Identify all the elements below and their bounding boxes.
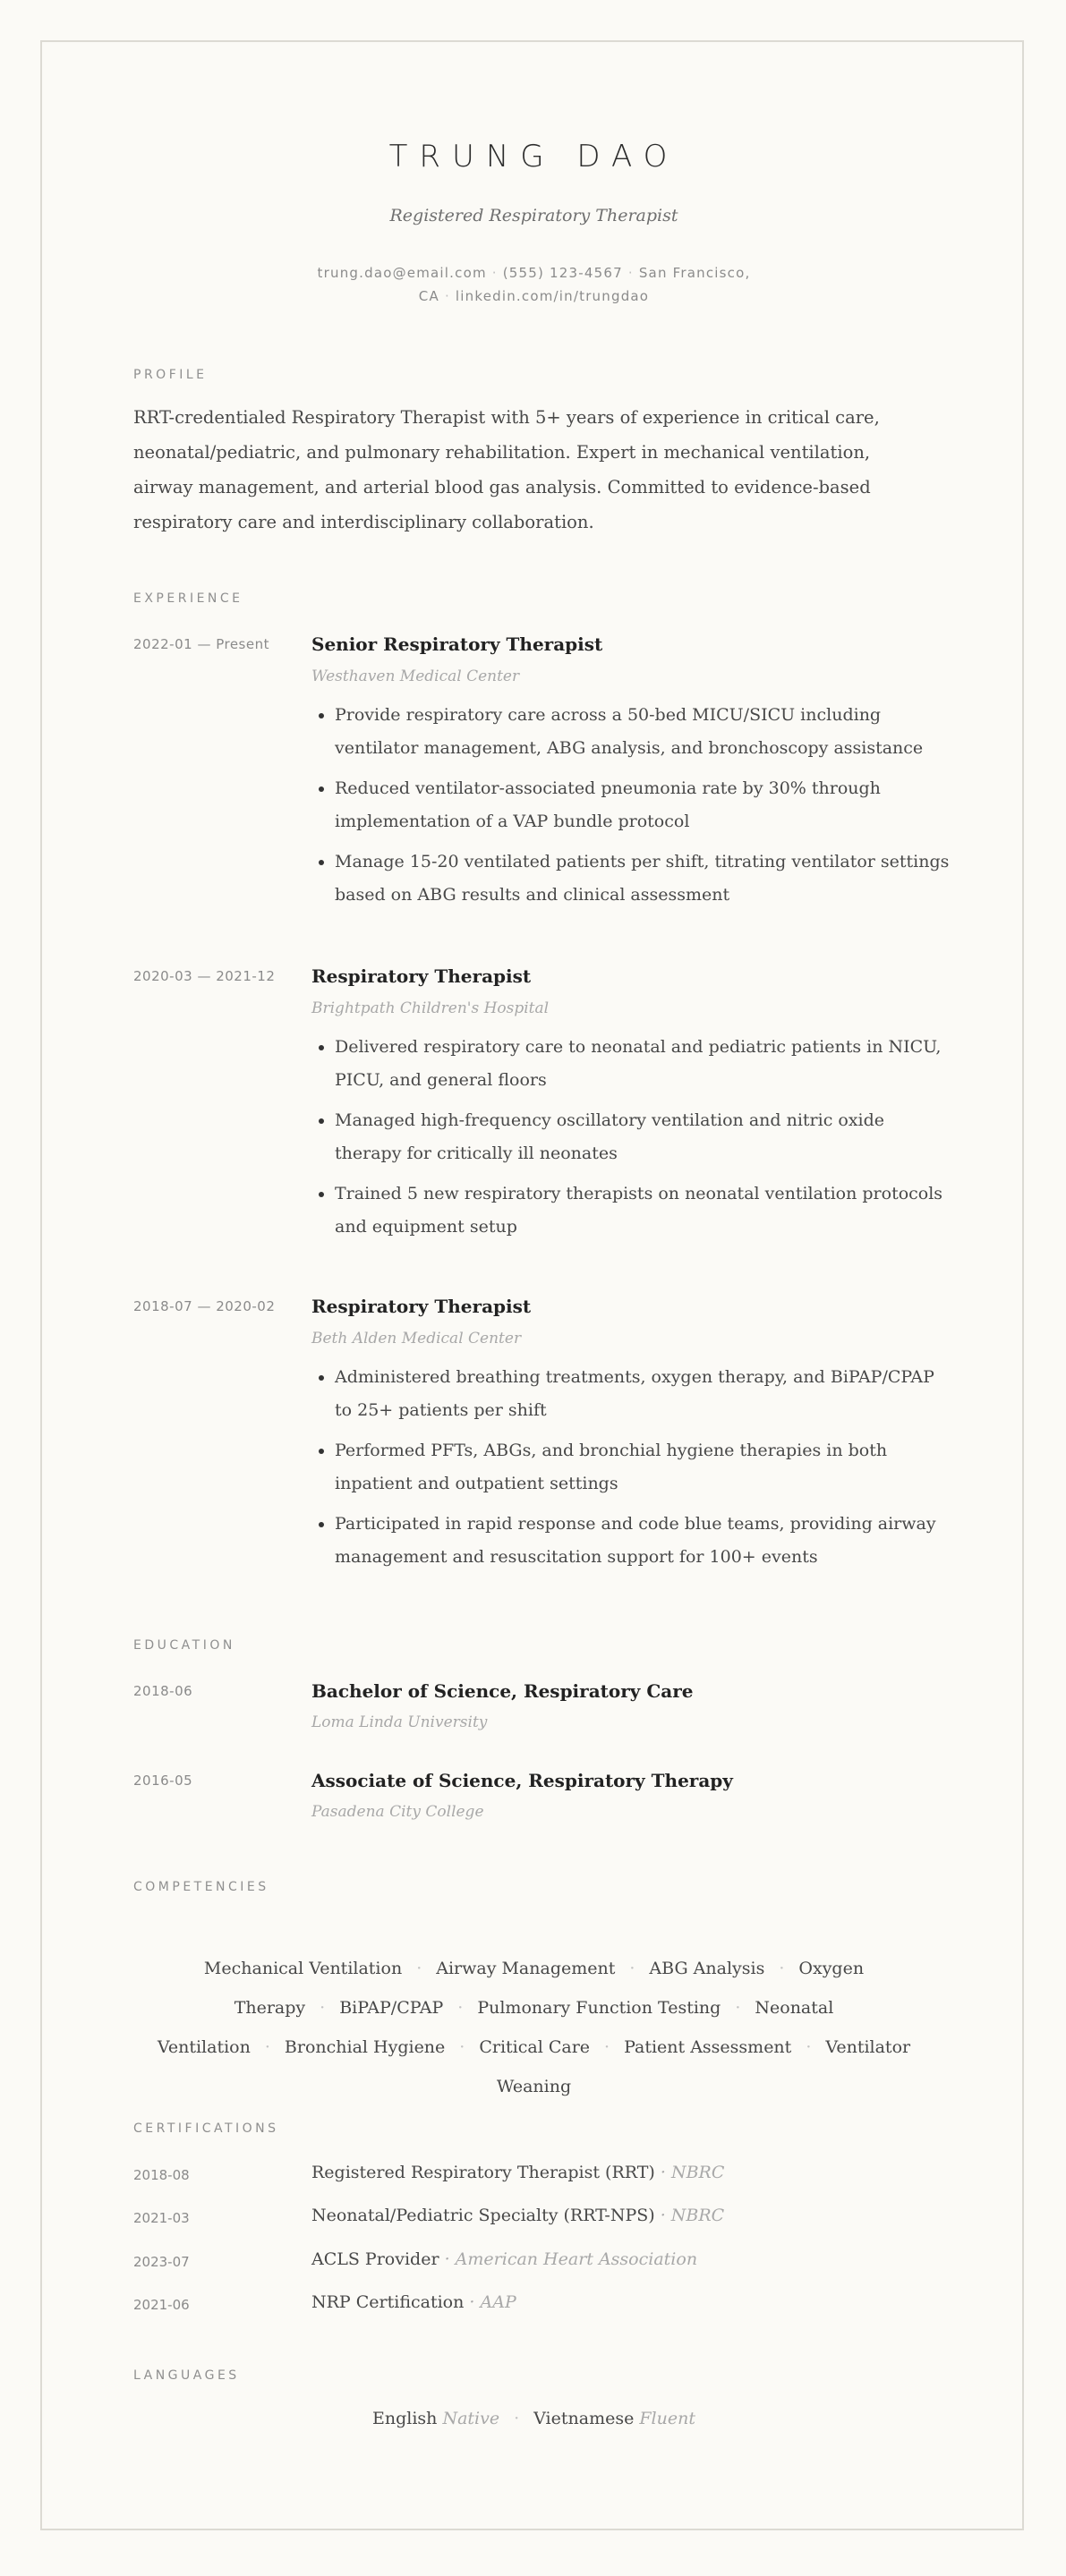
section-label-languages: LANGUAGES xyxy=(133,2368,240,2383)
language-level: Native xyxy=(442,2409,500,2428)
certification-body xyxy=(311,2206,724,2225)
education-school: Loma Linda University xyxy=(311,1713,488,1731)
location-text: San Francisco, xyxy=(638,265,751,281)
job-bullet: • Administered breathing treatments, oxygen therapy, and BiPAP/CPAP to 25+ patients per shift xyxy=(335,1361,951,1427)
candidate-title: Registered Respiratory Therapist xyxy=(389,206,678,225)
job-company: Beth Alden Medical Center xyxy=(311,1330,522,1348)
education-degree: Associate of Science, Respiratory Therapy xyxy=(311,1770,733,1791)
certification-name: Registered Respiratory Therapist (RRT) xyxy=(311,2163,655,2182)
certification-issuer: · American Heart Association xyxy=(444,2249,698,2269)
certification-issuer: · NBRC xyxy=(660,2163,725,2182)
certification-name: Neonatal/Pediatric Specialty (RRT-NPS) xyxy=(311,2206,655,2225)
separator: · xyxy=(514,2409,520,2428)
separator: · xyxy=(779,1959,785,1978)
job-bullet: • Performed PFTs, ABGs, and bronchial hygiene therapies in both inpatient and outpatient settings xyxy=(335,1434,951,1501)
job-dates: 2020-03 — 2021-12 xyxy=(133,968,276,984)
separator: · xyxy=(416,1959,422,1978)
section-label-certifications: CERTIFICATIONS xyxy=(133,2121,279,2136)
separator: · xyxy=(459,2037,465,2057)
job-role: Respiratory Therapist xyxy=(311,965,532,987)
competency-item: Mechanical Ventilation xyxy=(203,1959,403,1978)
competency-item: BiPAP/CPAP xyxy=(339,1998,444,2018)
certification-entry xyxy=(133,2163,934,2189)
certification-issuer: · NBRC xyxy=(660,2206,725,2225)
job-role: Respiratory Therapist xyxy=(311,1296,532,1317)
certification-date: 2023-07 xyxy=(133,2254,190,2270)
certification-date: 2021-03 xyxy=(133,2210,190,2226)
education-body xyxy=(311,1679,938,1731)
separator: · xyxy=(629,1959,635,1978)
competency-item: Bronchial Hygiene xyxy=(284,2037,446,2057)
competency-item: Ventilator Weaning xyxy=(496,2037,911,2096)
language-name: Vietnamese xyxy=(533,2409,635,2428)
job-bullet: • Provide respiratory care across a 50-bed MICU/SICU including ventilator management, ABG analysis, and bronchoscopy assistance xyxy=(335,699,951,765)
certification-issuer: · AAP xyxy=(469,2292,516,2312)
certification-body xyxy=(311,2292,516,2312)
job-bullets xyxy=(311,1361,951,1574)
location-text-cont: CA xyxy=(418,288,439,304)
section-label-experience: EXPERIENCE xyxy=(133,591,243,606)
competency-item: Airway Management xyxy=(436,1959,616,1978)
competency-item: ABG Analysis xyxy=(649,1959,765,1978)
education-date: 2018-06 xyxy=(133,1683,193,1699)
section-label-competencies: COMPETENCIES xyxy=(133,1880,269,1894)
certification-entry xyxy=(133,2292,934,2319)
competency-item: Oxygen Therapy xyxy=(234,1959,865,2018)
job-bullets xyxy=(311,699,951,912)
job-body xyxy=(311,1295,951,1581)
certification-date: 2018-08 xyxy=(133,2167,190,2183)
linkedin-link[interactable]: linkedin.com/in/trungdao xyxy=(455,288,650,304)
job-bullet: • Participated in rapid response and code blue teams, providing airway management and resuscitation support for 100+ events xyxy=(335,1508,951,1574)
separator: · xyxy=(491,265,498,281)
education-school: Pasadena City College xyxy=(311,1803,484,1821)
candidate-name: TRUNG DAO xyxy=(388,139,679,174)
job-body xyxy=(311,965,951,1251)
section-label-education: EDUCATION xyxy=(133,1638,235,1653)
competency-item: Critical Care xyxy=(479,2037,591,2057)
job-dates: 2022-01 — Present xyxy=(133,636,269,652)
separator: · xyxy=(604,2037,610,2057)
profile-summary: RRT-credentialed Respiratory Therapist with 5+ years of experience in critical care, neonatal/pediatric, and pulmonary rehabilitation. Expert in mechanical ventilation, airway management, and arterial blood gas analysis. Committed to evidence-based respiratory care and interdisciplinary collaboration. xyxy=(133,407,880,532)
email-link[interactable]: trung.dao@email.com xyxy=(317,265,487,281)
job-bullet: • Reduced ventilator-associated pneumonia rate by 30% through implementation of a VAP bundle protocol xyxy=(335,772,951,838)
phone-text: (555) 123-4567 xyxy=(502,265,623,281)
section-label-profile: PROFILE xyxy=(133,368,208,382)
certification-body xyxy=(311,2163,724,2182)
separator: · xyxy=(457,1998,464,2018)
education-body xyxy=(311,1769,938,1821)
certification-entry xyxy=(133,2249,934,2276)
job-bullet: • Delivered respiratory care to neonatal and pediatric patients in NICU, PICU, and general floors xyxy=(335,1031,951,1097)
language-name: English xyxy=(371,2409,438,2428)
certification-body xyxy=(311,2249,697,2269)
competency-item: Pulmonary Function Testing xyxy=(477,1998,721,2018)
separator: · xyxy=(627,265,634,281)
certification-name: ACLS Provider xyxy=(311,2249,439,2269)
certification-name: NRP Certification xyxy=(311,2292,465,2312)
competencies-list xyxy=(133,1949,934,2106)
separator: · xyxy=(264,2037,270,2057)
separator: · xyxy=(735,1998,741,2018)
separator: · xyxy=(806,2037,812,2057)
job-dates: 2018-07 — 2020-02 xyxy=(133,1298,276,1314)
certification-entry xyxy=(133,2206,934,2232)
competency-item: Neonatal Ventilation xyxy=(157,1998,834,2057)
job-role: Senior Respiratory Therapist xyxy=(311,633,603,655)
certification-date: 2021-06 xyxy=(133,2297,190,2313)
job-bullet: • Manage 15-20 ventilated patients per shift, titrating ventilator settings based on ABG results and clinical assessment xyxy=(335,846,951,912)
job-bullet: • Trained 5 new respiratory therapists on neonatal ventilation protocols and equipment setup xyxy=(335,1177,951,1244)
job-company: Brightpath Children's Hospital xyxy=(311,999,550,1017)
job-bullets xyxy=(311,1031,951,1244)
job-body xyxy=(311,633,951,919)
job-bullet: • Managed high-frequency oscillatory ventilation and nitric oxide therapy for critically ill neonates xyxy=(335,1104,951,1170)
resume-page xyxy=(40,40,1024,2530)
competency-item: Patient Assessment xyxy=(624,2037,792,2057)
separator: · xyxy=(320,1998,326,2018)
contact-line xyxy=(303,261,764,308)
languages-list xyxy=(133,2409,934,2428)
separator: · xyxy=(444,288,450,304)
language-level: Fluent xyxy=(639,2409,695,2428)
education-degree: Bachelor of Science, Respiratory Care xyxy=(311,1680,694,1702)
education-date: 2016-05 xyxy=(133,1773,193,1789)
job-company: Westhaven Medical Center xyxy=(311,667,520,685)
